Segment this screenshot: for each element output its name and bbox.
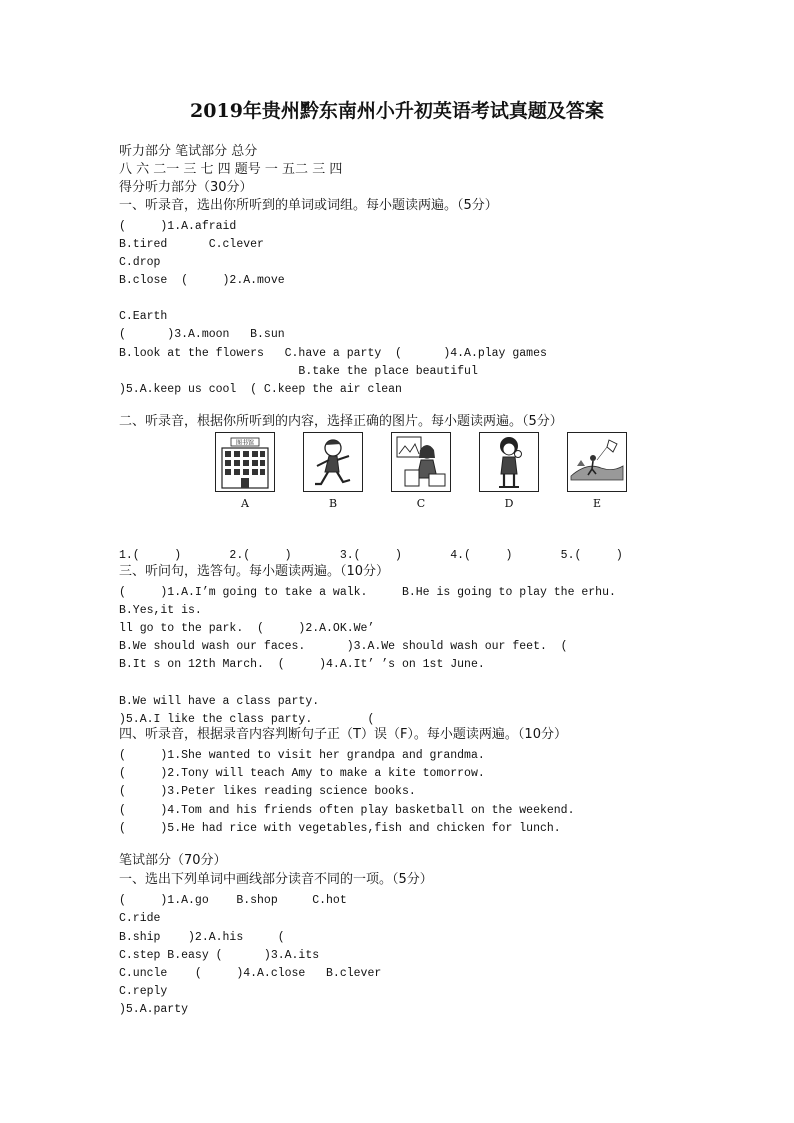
- question-line: ( )1.A.I’m going to take a walk. B.He is going to play the erhu.: [119, 586, 616, 599]
- score-table-row: 八 六 二一 三 七 四 题号 一 五二 三 四: [119, 162, 343, 177]
- listening-score-heading: 得分听力部分（30分）: [119, 180, 253, 195]
- picture-options: [215, 432, 627, 512]
- score-table-header: 听力部分 笔试部分 总分: [119, 144, 258, 159]
- picture-label: A: [241, 497, 249, 510]
- question-line: B.tired C.clever: [119, 238, 264, 251]
- library-building-icon: [215, 432, 275, 492]
- picture-label: D: [504, 497, 514, 510]
- picture-c: [391, 432, 451, 511]
- picture-label: B: [328, 497, 338, 510]
- question-line: B.We will have a class party.: [119, 695, 320, 708]
- running-boy-icon: [303, 432, 363, 492]
- question-line: )5.A.I like the class party. (: [119, 713, 375, 726]
- question-line: ( )5.He had rice with vegetables,fish and chicken for lunch.: [119, 822, 561, 835]
- listening-part3-heading: 三、听问句，选答句。每小题读两遍。（10分）: [119, 564, 390, 579]
- girl-at-window-icon: [391, 432, 451, 492]
- picture-answer-blanks: 1.( ) 2.( ) 3.( ) 4.( ) 5.( ): [119, 549, 623, 562]
- picture-e: [567, 432, 627, 511]
- question-line: B.It s on 12th March. ( )4.A.It’ ’s on 1st June.: [119, 658, 485, 671]
- question-line: C.ride: [119, 912, 161, 925]
- written-part1-heading: 一、选出下列单词中画线部分读音不同的一项。（5分）: [119, 872, 433, 887]
- page-title: 2019年贵州黔东南州小升初英语考试真题及答案: [190, 100, 604, 122]
- question-line: ( )3.Peter likes reading science books.: [119, 785, 416, 798]
- question-line: B.ship )2.A.his (: [119, 931, 285, 944]
- question-line: B.close ( )2.A.move: [119, 274, 285, 287]
- listening-part2-heading: 二、听录音，根据你所听到的内容，选择正确的图片。每小题读两遍。（5分）: [119, 414, 563, 429]
- question-line: ( )2.Tony will teach Amy to make a kite tomorrow.: [119, 767, 485, 780]
- question-line: ( )3.A.moon B.sun: [119, 328, 285, 341]
- question-line: ( )1.A.go B.shop C.hot: [119, 894, 347, 907]
- question-line: B.look at the flowers C.have a party ( )4.A.play games: [119, 347, 547, 360]
- kite-flying-icon: [567, 432, 627, 492]
- picture-d: [479, 432, 539, 511]
- picture-label: C: [416, 497, 426, 510]
- question-line: C.uncle ( )4.A.close B.clever: [119, 967, 382, 980]
- picture-a: [215, 432, 275, 511]
- written-heading: 笔试部分（70分）: [119, 853, 227, 868]
- question-line: C.drop: [119, 256, 161, 269]
- library-sign: 图书馆: [235, 439, 255, 447]
- question-line: ( )1.A.afraid: [119, 220, 237, 233]
- question-line: B.take the place beautiful: [119, 365, 478, 378]
- picture-b: [303, 432, 363, 511]
- question-line: ( )1.She wanted to visit her grandpa and grandma.: [119, 749, 485, 762]
- listening-part1-heading: 一、听录音，选出你所听到的单词或词组。每小题读两遍。（5分）: [119, 198, 498, 213]
- question-line: C.step B.easy ( )3.A.its: [119, 949, 320, 962]
- picture-label: E: [592, 497, 602, 510]
- question-line: ll go to the park. ( )2.A.OK.We’: [119, 622, 375, 635]
- question-line: C.Earth: [119, 310, 168, 323]
- listening-part4-heading: 四、听录音，根据录音内容判断句子正（T）误（F）。每小题读两遍。（10分）: [119, 727, 567, 742]
- question-line: B.We should wash our faces. )3.A.We should wash our feet. (: [119, 640, 568, 653]
- question-line: B.Yes,it is.: [119, 604, 202, 617]
- question-line: ( )4.Tom and his friends often play basketball on the weekend.: [119, 804, 575, 817]
- question-line: )5.A.keep us cool ( C.keep the air clean: [119, 383, 402, 396]
- question-line: C.reply: [119, 985, 168, 998]
- question-line: )5.A.party: [119, 1003, 189, 1016]
- standing-girl-icon: [479, 432, 539, 492]
